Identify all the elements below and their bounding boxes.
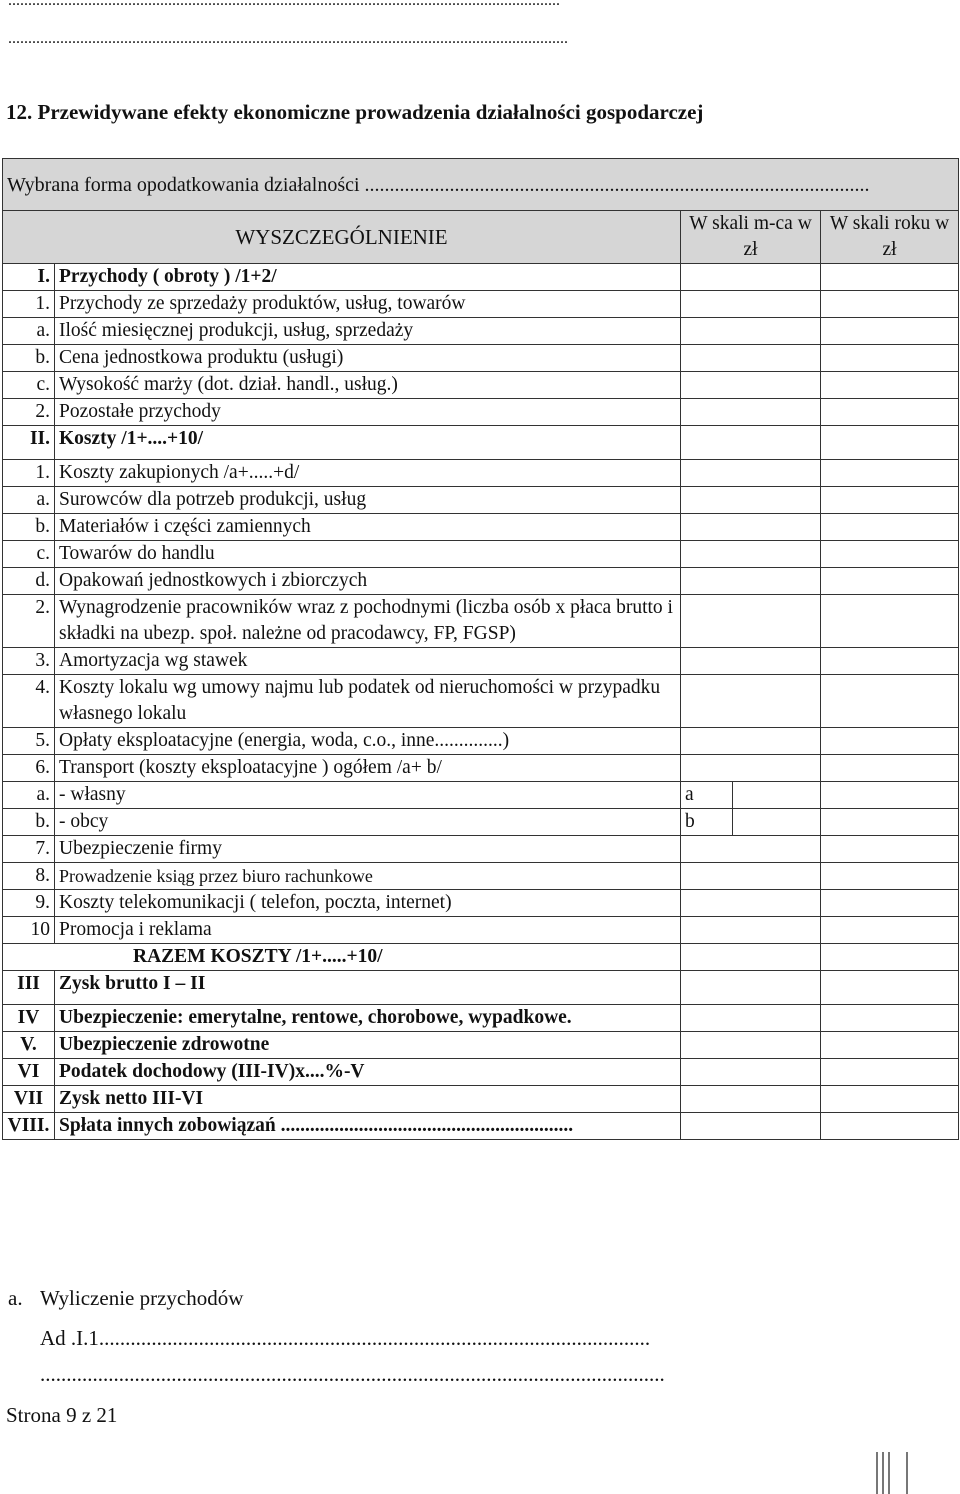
row-label: Koszty /1+....+10/ (55, 426, 681, 460)
cell-year[interactable] (821, 836, 959, 863)
page-footer: Strona 9 z 21 (6, 1403, 118, 1427)
row-num: 2. (3, 595, 55, 648)
cell-month[interactable] (681, 944, 821, 971)
row-num: V. (3, 1032, 55, 1059)
header-month: W skali m-ca w zł (681, 211, 821, 264)
row-label: Cena jednostkowa produktu (usługi) (55, 345, 681, 372)
row-num: 1. (3, 291, 55, 318)
row-label: Przychody ( obroty ) /1+2/ (55, 264, 681, 291)
decor-line (906, 1452, 908, 1494)
cell-month[interactable] (681, 755, 821, 782)
cell-year[interactable] (821, 755, 959, 782)
row-num: b. (3, 345, 55, 372)
cell-year[interactable] (821, 863, 959, 890)
cell-year[interactable] (821, 514, 959, 541)
row-num: 7. (3, 836, 55, 863)
cell-month[interactable] (681, 863, 821, 890)
row-label: Zysk brutto I – II (55, 971, 681, 1005)
row-label: Koszty telekomunikacji ( telefon, poczta, internet) (55, 890, 681, 917)
cell-year[interactable] (821, 809, 959, 836)
cell-year[interactable] (821, 595, 959, 648)
row-label: Ubezpieczenie: emerytalne, rentowe, chorobowe, wypadkowe. (55, 1005, 681, 1032)
tax-form-line: Wybrana forma opodatkowania działalności ..................................................................................................... (3, 159, 959, 211)
decor-line (882, 1452, 884, 1494)
row-num: 1. (3, 460, 55, 487)
cell-month[interactable] (681, 568, 821, 595)
row-num: b. (3, 809, 55, 836)
row-label: Opłaty eksploatacyjne (energia, woda, c.o., inne..............) (55, 728, 681, 755)
cell-year[interactable] (821, 345, 959, 372)
cell-month[interactable] (681, 917, 821, 944)
row-label: Wynagrodzenie pracowników wraz z pochodnymi (liczba osób x płaca brutto i składki na ubezp. społ. należne od pracodawcy, FP, FGSP) (55, 595, 681, 648)
row-num: 4. (3, 675, 55, 728)
row-label: Wysokość marży (dot. dział. handl., usług.) (55, 372, 681, 399)
cell-year[interactable] (821, 1086, 959, 1113)
cell-month[interactable] (681, 1113, 821, 1140)
sub-marker-a: a (681, 782, 733, 809)
row-num: 8. (3, 863, 55, 890)
cell-month[interactable] (681, 1005, 821, 1032)
row-label: Ubezpieczenie zdrowotne (55, 1032, 681, 1059)
row-label: Spłata innych zobowiązań ............................................................ (55, 1113, 681, 1140)
row-label: Koszty zakupionych /a+.....+d/ (55, 460, 681, 487)
row-label: Promocja i reklama (55, 917, 681, 944)
row-num: a. (3, 782, 55, 809)
row-label: Opakowań jednostkowych i zbiorczych (55, 568, 681, 595)
cell-year[interactable] (821, 648, 959, 675)
row-num: I. (3, 264, 55, 291)
cell-year[interactable] (821, 890, 959, 917)
cell-year[interactable] (821, 728, 959, 755)
cell-month[interactable] (681, 426, 821, 460)
row-num: a. (3, 318, 55, 345)
cell-month[interactable] (681, 675, 821, 728)
cell-year[interactable] (821, 291, 959, 318)
cell-year[interactable] (821, 487, 959, 514)
cell-month[interactable] (681, 648, 821, 675)
cell-year[interactable] (821, 782, 959, 809)
row-label: Przychody ze sprzedaży produktów, usług, towarów (55, 291, 681, 318)
row-num: 10 (3, 917, 55, 944)
cell-month[interactable] (681, 372, 821, 399)
cell-month[interactable] (681, 1059, 821, 1086)
dotted-line-1: .......................................................................................................................................... (8, 0, 560, 9)
cell-year[interactable] (821, 1113, 959, 1140)
economic-effects-table (2, 158, 959, 1140)
decor-line (876, 1452, 878, 1494)
cell-year[interactable] (821, 1005, 959, 1032)
cell-year[interactable] (821, 568, 959, 595)
row-label: - obcy (55, 809, 681, 836)
row-label: Materiałów i części zamiennych (55, 514, 681, 541)
row-label: Amortyzacja wg stawek (55, 648, 681, 675)
cell-transport-own[interactable] (733, 782, 821, 809)
item-label: Wyliczenie przychodów (40, 1286, 244, 1310)
row-label: Prowadzenie ksiąg przez biuro rachunkowe (55, 863, 681, 890)
cell-year[interactable] (821, 541, 959, 568)
cell-year[interactable] (821, 460, 959, 487)
total-costs-label: RAZEM KOSZTY /1+.....+10/ (3, 944, 681, 971)
row-num: c. (3, 372, 55, 399)
row-num: d. (3, 568, 55, 595)
cell-year[interactable] (821, 1059, 959, 1086)
cell-year[interactable] (821, 264, 959, 291)
row-num: 5. (3, 728, 55, 755)
cell-month[interactable] (681, 1086, 821, 1113)
row-num: VII (3, 1086, 55, 1113)
item-letter: a. (8, 1286, 23, 1310)
cell-month[interactable] (681, 514, 821, 541)
ad-line: Ad .I.1......................................................................................................... (40, 1326, 651, 1350)
header-title: WYSZCZEGÓLNIENIE (3, 211, 681, 264)
row-num: 6. (3, 755, 55, 782)
cell-year[interactable] (821, 426, 959, 460)
cell-year[interactable] (821, 971, 959, 1005)
cell-month[interactable] (681, 264, 821, 291)
cell-month[interactable] (681, 728, 821, 755)
sub-marker-b: b (681, 809, 733, 836)
row-label: Transport (koszty eksploatacyjne ) ogółem /a+ b/ (55, 755, 681, 782)
row-label: Ilość miesięcznej produkcji, usług, sprzedaży (55, 318, 681, 345)
row-label: Pozostałe przychody (55, 399, 681, 426)
row-num: IV (3, 1005, 55, 1032)
row-num: c. (3, 541, 55, 568)
cell-month[interactable] (681, 345, 821, 372)
dotted-line-2: ............................................................................................................................................ (8, 30, 568, 47)
row-num: 9. (3, 890, 55, 917)
row-label: - własny (55, 782, 681, 809)
row-label: Ubezpieczenie firmy (55, 836, 681, 863)
row-label: Podatek dochodowy (III-IV)x....%-V (55, 1059, 681, 1086)
cell-year[interactable] (821, 944, 959, 971)
cell-month[interactable] (681, 399, 821, 426)
cell-transport-external[interactable] (733, 809, 821, 836)
row-num: III (3, 971, 55, 1005)
row-num: VIII. (3, 1113, 55, 1140)
cell-year[interactable] (821, 372, 959, 399)
cell-year[interactable] (821, 318, 959, 345)
cell-year[interactable] (821, 1032, 959, 1059)
row-num: 3. (3, 648, 55, 675)
row-label: Surowców dla potrzeb produkcji, usług (55, 487, 681, 514)
cell-year[interactable] (821, 675, 959, 728)
cell-year[interactable] (821, 917, 959, 944)
dotted-answer-line: ....................................................................................................................... (40, 1362, 665, 1386)
row-num: b. (3, 514, 55, 541)
row-label: Zysk netto III-VI (55, 1086, 681, 1113)
cell-month[interactable] (681, 971, 821, 1005)
cell-month[interactable] (681, 836, 821, 863)
cell-month[interactable] (681, 291, 821, 318)
row-num: II. (3, 426, 55, 460)
cell-month[interactable] (681, 1032, 821, 1059)
cell-year[interactable] (821, 399, 959, 426)
cell-month[interactable] (681, 318, 821, 345)
row-num: VI (3, 1059, 55, 1086)
cell-month[interactable] (681, 487, 821, 514)
header-year: W skali roku w zł (821, 211, 959, 264)
cell-month[interactable] (681, 595, 821, 648)
row-num: a. (3, 487, 55, 514)
cell-month[interactable] (681, 541, 821, 568)
row-num: 2. (3, 399, 55, 426)
decor-line (888, 1452, 890, 1494)
cell-month[interactable] (681, 890, 821, 917)
cell-month[interactable] (681, 460, 821, 487)
row-label: Koszty lokalu wg umowy najmu lub podatek od nieruchomości w przypadku własnego lokalu (55, 675, 681, 728)
row-label: Towarów do handlu (55, 541, 681, 568)
section-title: 12. Przewidywane efekty ekonomiczne prowadzenia działalności gospodarczej (6, 100, 704, 124)
